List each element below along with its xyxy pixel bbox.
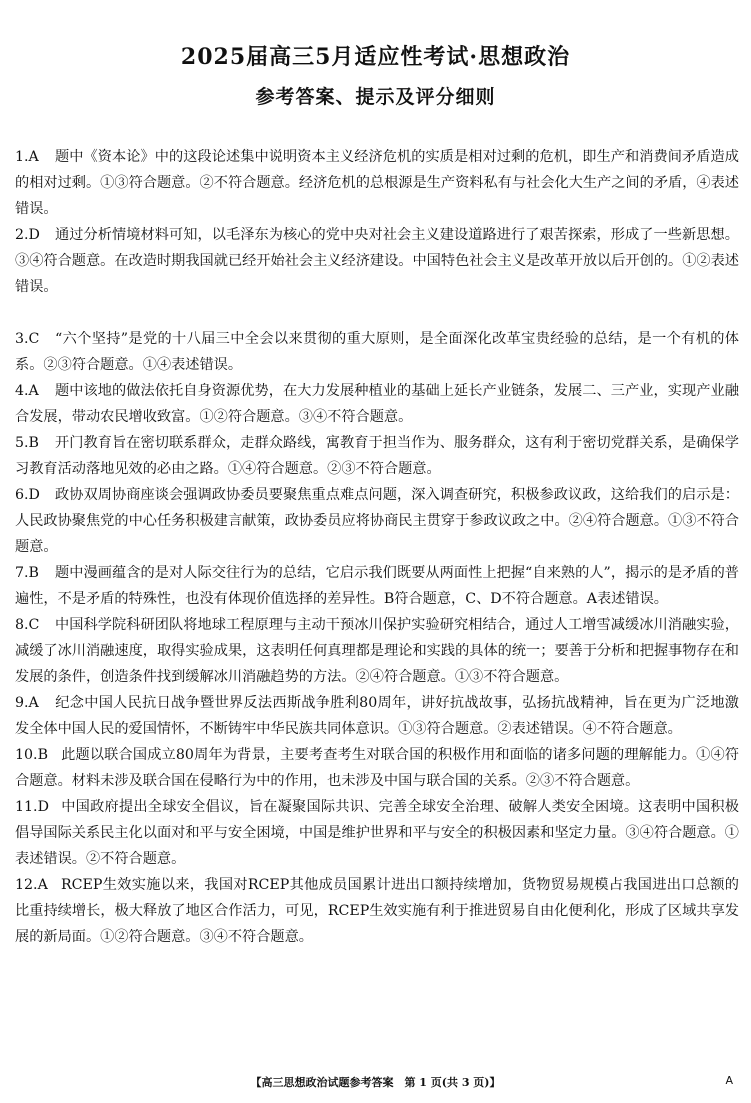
answer-number: 7.B (15, 565, 39, 581)
answer-item-12 (15, 872, 739, 950)
answer-item-6 (15, 482, 739, 560)
page-title: 2025届高三5月适应性考试·思想政治 (180, 44, 571, 70)
answer-number: 4.A (15, 383, 39, 399)
answer-number: 2.D (15, 227, 40, 243)
answer-explanation: 纪念中国人民抗日战争暨世界反法西斯战争胜利80周年，讲好抗战故事，弘扬抗战精神，旨在更为广泛地激发全体中国人民的爱国情怀，不断铸牢中华民族共同体意识。①③符合题意。②表述错误。④不符合题意。 (15, 695, 739, 737)
answer-item-1 (15, 144, 739, 222)
page-footer: 【高三思想政治试题参考答案 第 1 页(共 3 页)】 (250, 1076, 501, 1089)
answer-explanation: 政协双周协商座谈会强调政协委员要聚焦重点难点问题，深入调查研究，积极参政议政，这给我们的启示是：人民政协聚焦党的中心任务积极建言献策，政协委员应将协商民主贯穿于参政议政之中。②④符合题意。①③不符合题意。 (15, 487, 739, 555)
answer-explanation: 此题以联合国成立80周年为背景，主要考查考生对联合国的积极作用和面临的诸多问题的理解能力。①④符合题意。材料未涉及联合国在侵略行为中的作用，也未涉及中国与联合国的关系。②③不符合题意。 (15, 747, 739, 789)
answer-number: 9.A (15, 695, 39, 711)
answer-item-5 (15, 430, 739, 482)
answer-number: 1.A (15, 149, 39, 165)
answer-number: 12.A (15, 877, 48, 893)
answer-item-10 (15, 742, 739, 794)
answer-explanation: 题中《资本论》中的这段论述集中说明资本主义经济危机的实质是相对过剩的危机，即生产和消费间矛盾造成的相对过剩。①③符合题意。②不符合题意。经济危机的总根源是生产资料私有与社会化大生产之间的矛盾，④表述错误。 (15, 149, 739, 217)
answer-item-2 (15, 222, 739, 326)
answer-explanation: RCEP生效实施以来，我国对RCEP其他成员国累计进出口额持续增加，货物贸易规模占我国进出口总额的比重持续增长，极大释放了地区合作活力，可见，RCEP生效实施有利于推进贸易自由化便利化，形成了区域共享发展的新局面。①②符合题意。③④不符合题意。 (15, 877, 739, 945)
answer-explanation: 开门教育旨在密切联系群众，走群众路线，寓教育于担当作为、服务群众，这有利于密切党群关系，是确保学习教育活动落地见效的必由之路。①④符合题意。②③不符合题意。 (15, 435, 739, 477)
answer-number: 11.D (15, 799, 49, 815)
answer-item-9 (15, 690, 739, 742)
answer-item-3 (15, 326, 739, 378)
answer-explanation: 题中该地的做法依托自身资源优势，在大力发展种植业的基础上延长产业链条，发展二、三产业，实现产业融合发展，带动农民增收致富。①②符合题意。③④不符合题意。 (15, 383, 739, 425)
page-subtitle: 参考答案、提示及评分细则 (255, 86, 496, 108)
answer-item-7 (15, 560, 739, 612)
answer-number: 10.B (15, 747, 48, 763)
answer-explanation: “六个坚持”是党的十八届三中全会以来贯彻的重大原则，是全面深化改革宝贵经验的总结，是一个有机的体系。②③符合题意。①④表述错误。 (15, 331, 739, 373)
answer-explanation: 中国政府提出全球安全倡议，旨在凝聚国际共识、完善全球安全治理、破解人类安全困境。这表明中国积极倡导国际关系民主化以面对和平与安全困境，中国是维护世界和平与安全的积极因素和坚定力量。③④符合题意。①表述错误。②不符合题意。 (15, 799, 739, 867)
answer-number: 8.C (15, 617, 40, 633)
answer-item-4 (15, 378, 739, 430)
answer-item-8 (15, 612, 739, 690)
answer-number: 5.B (15, 435, 39, 451)
answer-list (15, 144, 739, 950)
answer-number: 3.C (15, 331, 40, 347)
answer-explanation: 中国科学院科研团队将地球工程原理与主动干预冰川保护实验研究相结合，通过人工增雪减缓冰川消融实验，减缓了冰川消融速度，取得实验成果，这表明任何真理都是理论和实践的具体的统一；要善于分析和把握事物存在和发展的条件，创造条件找到缓解冰川消融趋势的方法。②④符合题意。①③不符合题意。 (15, 617, 739, 685)
answer-explanation: 题中漫画蕴含的是对人际交往行为的总结，它启示我们既要从两面性上把握“自来熟的人”，揭示的是矛盾的普遍性，不是矛盾的特殊性，也没有体现价值选择的差异性。B符合题意，C、D不符合题意。A表述错误。 (15, 565, 739, 607)
answer-number: 6.D (15, 487, 40, 503)
version-mark: A (725, 1074, 733, 1087)
answer-item-11 (15, 794, 739, 872)
answer-explanation: 通过分析情境材料可知，以毛泽东为核心的党中央对社会主义建设道路进行了艰苦探索，形成了一些新思想。③④符合题意。在改造时期我国就已经开始社会主义经济建设。中国特色社会主义是改革开放以后开创的。①②表述错误。 (15, 227, 739, 295)
